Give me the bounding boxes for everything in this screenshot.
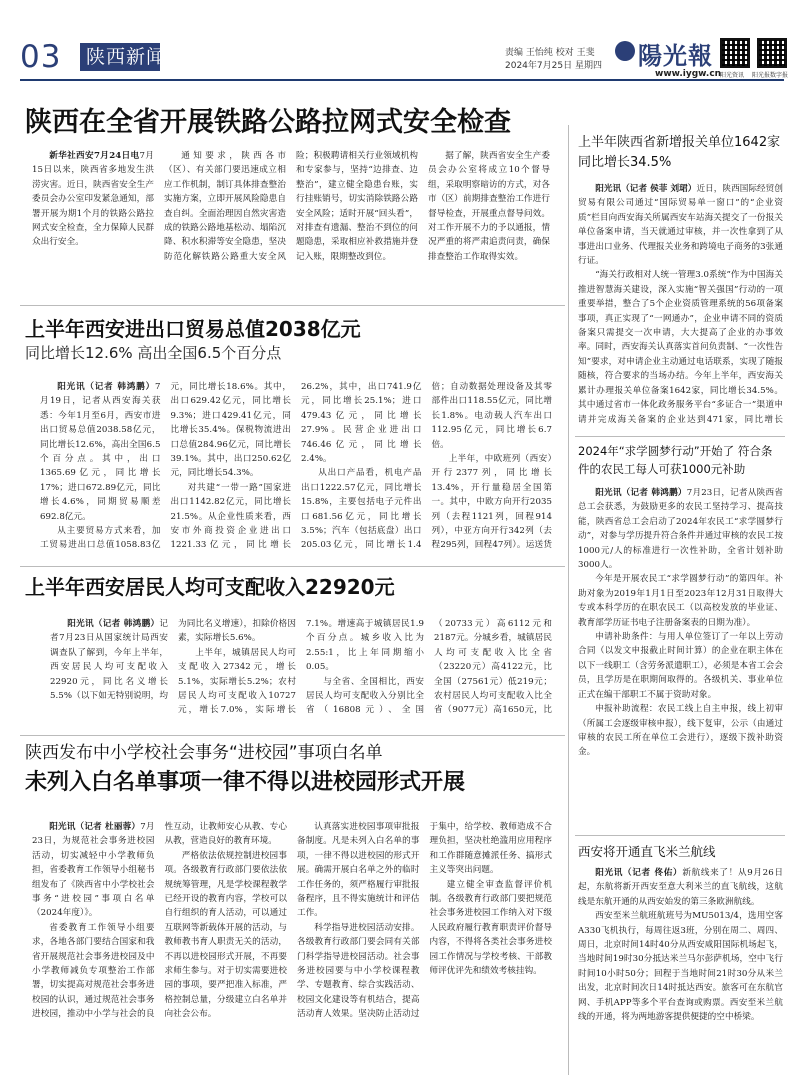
divider — [20, 305, 565, 306]
date-line: 2024年7月25日 星期四 — [505, 61, 602, 71]
sidebar1-para: “海关行政相对人统一管理3.0系统”作为中国海关推进智慧海关建设，深入实施“智关强国”行动的一项重要举措，整合了5个企业资质管理系统的56项备案事项，真正实现了“一网通办”，企业申请不同的资质备案只需提交一次申请，大大提高了企业的办事效率。同时，西安海关认真落实首问负责制、“一次性告知”要求，对申请企业主动通过电话联系，实现了随报随核，符合要求的当场办结。今年上半年，西安海关累计办理报关单位备案1642家，同比增长34.5%。其中通过省市一体化政务服务平台“多证合一”渠道申请并完成海关备案的企业达到471家，同比增长 — [578, 270, 783, 425]
logo-text: 陽光報 — [638, 41, 713, 70]
sidebar2-dateline: 阳光讯（记者 韩鸿鹏） — [595, 488, 687, 498]
article2-dateline: 阳光讯（记者 韩鸿鹏） — [57, 382, 155, 392]
article2-subtitle: 同比增长12.6% 高出全国6.5个百分点 — [25, 344, 282, 362]
sidebar1-body: 阳光讯（记者 侯菲 刘珺）近日，陕西国际经贸创贸易有限公司通过“国际贸易单一窗口”的“企业资质”栏目向西安海关所属西安车站海关提交了一份报关单位备案申请，当天就通过审核，并一次性拿到了从事进出口业务、代理报关业务和跨境电子商务的3张通行证。 “海关行政相对人统一管理3.0系统”作为中国海关推进智慧海关建设，深入实施“智关强国”行动的一项重要举措，整合了5个企业资质管理系统的56项备案事项，真正实现了“一网通办”，企业申请不同的资质备案只需提交一次申请，大大提高了企业的办事效率。同时，西安海关认真落实首问负责制、“一次性告知”要求，对申请企业主动通过电话联系，实现了随报随核，符合要求的当场办结。今年上半年，西安海关累计办理报关单位备案1642家，同比增长34.5%。其中通过省市一体化政务服务平台“多证合一”渠道申请并完成海关备案的企业达到471家，同比增长 — [578, 182, 783, 430]
sidebar2-para: 申请补助条件：与用人单位签订了一年以上劳动合同（以发文申报截止时间计算）的企业在职主体在以下一线职工（含劳务派遣职工），必须是本省工会会员，且学历是在职期间取得的。各级机关、事业单位正式在编干部职工不属于资助对象。 — [578, 632, 783, 700]
article2-para: 从出口产品看，机电产品出口1222.57亿元，同比增长15.8%，主要包括电子元件出口681.56亿元，同比增长3.5%；汽车（包括底盘）出口205.03亿元，同比增长1.4倍；自动数据处理设备及其零部件出口118.55亿元，同比增长1.8%。电动载人汽车出口112.95亿元，同比增长6.7倍。 — [301, 382, 552, 551]
header-rule — [20, 79, 784, 81]
article1-title: 陕西在全省开展铁路公路拉网式安全检查 — [25, 107, 511, 138]
article2-body: 阳光讯（记者 韩鸿鹏）7月19日，记者从西安海关获悉：今年1月至6月，西安市进出口贸易总值2038.58亿元，同比增长12.6%，高出全国6.5个百分点。其中，出口1365.69亿元，同比增长17%；进口672.89亿元，同比增长4.6%，同期贸易顺差692.8亿元。 从主要贸易方式来看，加工贸易进出口总值1058.83亿元，同比增长18.6%。其中，出口629.42亿元，同比增长9.3%；进口429.41亿元，同比增长35.4%。保税物流进出口总值284.96亿元，同比增长39.1%。其中，出口250.62亿元，同比增长54.3%。 对共建“一带一路”国家进出口1142.82亿元，同比增长21.5%。从企业性质来看，西安市外商投资企业进出口1221.33亿元，同比增长26.2%，其中，出口741.9亿元，同比增长25.1%；进口479.43亿元，同比增长27.9%。民营企业进出口746.46亿元，同比增长2.4%。 从出口产品看，机电产品出口1222.57亿元，同比增长15.8%，主要包括电子元件出口681.56亿元，同比增长3.5%；汽车（包括底盘）出口205.03亿元，同比增长1.4倍；自动数据处理设备及其零部件出口118.55亿元，同比增长1.8%。电动载人汽车出口112.95亿元，同比增长6.7倍。 上半年，中欧班列（西安）开行2377列，同比增长13.4%，开行量稳居全国第一。其中，中欧方向开行2035列（去程1121列，回程914列），中亚方向开行342列（去程295列，回程47列）。运送货 — [40, 380, 552, 560]
article3-title: 上半年西安居民人均可支配收入22920元 — [25, 575, 395, 599]
sidebar1-title: 上半年陕西省新增报关单位1642家 同比增长34.5% — [578, 135, 781, 170]
divider — [20, 566, 565, 567]
article1-para: 通知要求，陕西各市（区）、有关部门要迅速成立相应工作机制，制订具体排查整治实施方案，立即开展风险隐患自查自纠。全面治理因自然灾害造成的铁路公路地基松动、塌陷沉降、积水积滞等安全隐患，坚决防范化解铁路公路重大安全风险；积极聘请相关行业领域机构和专家参与，坚持“边排查、边整治”，建立健全隐患台账，实行挂账销号，切实消除铁路公路安全风险；适时开展“回头看”，对排查有遗漏、整治不到位的问题隐患，采取相应补救措施并登记入账，限期整改到位。 — [164, 151, 418, 262]
article2-para: 对共建“一带一路”国家进出口1142.82亿元，同比增长21.5%。从企业性质来看，西安市外商投资企业进出口1221.33亿元，同比增长26.2%，其中，出口741.9亿元，同比增长25.1%；进口479.43亿元，同比增长27.9%。民营企业进出口746.46亿元，同比增长2.4%。 — [170, 382, 422, 551]
logo-emblem — [615, 41, 635, 61]
article4-para: 建立健全审查监督评价机制。各级教育行政部门要把规范社会事务进校园工作纳入对下级人民政府履行教育职责评价督导内容，不得将各类社会事务进校园工作情况与学校考核、干部教师评优评先和绩效考核挂钩。 — [429, 879, 552, 977]
page-number: 03 — [20, 39, 62, 75]
sidebar2-title: 2024年“求学圆梦行动”开始了 符合条件的农民工每人可获1000元补助 — [578, 444, 773, 476]
article3-para: 上半年，城镇居民人均可支配收入27342元，增长5.1%，实际增长5.2%；农村居民人均可支配收入10727元，增长7.0%，实际增长7.1%。增速高于城镇居民1.9个百分点。城乡收入比为2.55:1，比上年同期缩小0.05。 — [178, 619, 424, 716]
section-title: 陕西新闻 — [86, 46, 167, 68]
editors-line: 责编 王怡纯 校对 王斐 — [505, 48, 595, 58]
article2-para: 上半年，中欧班列（西安）开行2377列，同比增长13.4%，开行量稳居全国第一。其中，中欧方向开行2035列（去程1121列，回程914列），中亚方向开行342列（去程295列，回程47列）。运送货 — [431, 454, 552, 551]
article3-para: 与全省、全国相比，西安居民人均可支配收入分别比全省（16808元）、全国（20733元）高6112元和2187元。分城乡看，城镇居民人均可支配收入比全省（23220元）高4122元，比全国（27561元）低219元；农村居民人均可支配收入比全省（9077元）高1650元，比 — [306, 619, 552, 716]
article3-body: 阳光讯（记者 韩鸿鹏）记者7月23日从国家统计局西安调查队了解到，今年上半年，西安居民人均可支配收入22920元，同比名义增长5.5%（以下如无特别说明，均为同比名义增速），扣除价格因素，实际增长5.6%。 上半年，城镇居民人均可支配收入27342元，增长5.1%，实际增长5.2%；农村居民人均可支配收入10727元，增长7.0%，实际增长7.1%。增速高于城镇居民1.9个百分点。城乡收入比为2.55:1，比上年同期缩小0.05。 与全省、全国相比，西安居民人均可支配收入分别比全省（16808元）、全国（20733元）高6112元和2187元。分城乡看，城镇居民人均可支配收入比全省（23220元）高4122元，比全国（27561元）低219元；农村居民人均可支配收入比全省（9077元）高1650元，比 — [50, 617, 552, 729]
sidebar1-dateline: 阳光讯（记者 侯菲 刘珺） — [595, 184, 697, 194]
sidebar3-title: 西安将开通直飞米兰航线 — [578, 844, 716, 859]
article4-para: 省委教育工作领导小组要求，各地各部门要结合国家和我省开展规范社会事务进校园及中小学教师减负专项整治工作部署，切实提高对规范社会事务进校园的认识，通过规范社会事务进校园，推动中小学与社会的良性互动，让教师安心从教、专心从教，营造良好的教育环境。 — [32, 822, 287, 1020]
sidebar-divider — [568, 125, 569, 1075]
qr-code-epaper — [757, 38, 787, 68]
qr1-label: 阳光资讯 — [720, 72, 745, 79]
article3-dateline: 阳光讯（记者 韩鸿鹏） — [67, 619, 160, 629]
sidebar2-para: 申报补助流程：农民工线上自主申报，线上初审（所属工会逐级审核申报），线下复审，公示（由通过审核的农民工所在单位工会进行），逐级下拨补助资金。 — [578, 704, 783, 758]
article1-para: 据了解，陕西省安全生产委员会办公室将成立10个督导组，采取明察暗访的方式，对各市（区）前期排查整治工作进行督导检查，开展重点督导问效。对工作开展不力的予以通报，情况严重的将严肃追责问责，确保排查整治工作取得实效。 — [428, 151, 550, 262]
divider — [575, 436, 785, 437]
article4-para: 科学指导进校园活动安排。各级教育行政部门要会同有关部门科学指导进校园活动。社会事务进校园要与中小学校课程教学、专题教育、综合实践活动、校园文化建设等有机结合，提高活动育人效果。坚决防止活动过于集中，给学校、教师造成不合理负担，坚决杜绝滥用应用程序和工作群随意摊派任务、搞形式主义等突出问题。 — [297, 822, 552, 1020]
sidebar2-para: 今年是开展农民工“求学圆梦行动”的第四年。补助对象为2019年1月1日至2023年12月31日取得大专或本科学历的在职农民工（以高校发放的毕业证、教育部学历证书电子注册备案表的日期为准）。 — [578, 574, 783, 628]
sidebar3-dateline: 阳光讯（记者 佟佑） — [595, 868, 683, 878]
divider — [20, 735, 565, 736]
sidebar3-body: 阳光讯（记者 佟佑）新航线来了！从9月26日起，东航将新开西安至意大利米兰的直飞航线，这航线是东航开通的从西安始发的第三条欧洲航线。 西安至米兰航班航班号为MU5013/4，选用空客A330飞机执行，每周往返3班，分别在周二、周四、周日，北京时间14时40分从西安咸阳国际机场起飞，当地时间19时30分抵达米兰马尔彭萨机场，空中飞行时间10小时50分；回程于当地时间21时30分从米兰出发，北京时间次日14时抵达西安。旅客可在东航官网、手机APP等多个平台查询或购票。西安至米兰航线的开通，将为两地游客提供便捷的空中桥梁。 — [578, 866, 783, 1076]
sidebar2-body: 阳光讯（记者 韩鸿鹏）7月23日，记者从陕西省总工会获悉，为鼓励更多的农民工坚持学习、提高技能，陕西省总工会启动了2024年农民工“求学圆梦行动”，对参与学历提升符合条件并通过审核的农民工按1000元/人的标准进行一次性补助，全省计划补助3000人。 今年是开展农民工“求学圆梦行动”的第四年。补助对象为2019年1月1日至2023年12月31日取得大专或本科学历的在职农民工（以高校发放的毕业证、教育部学历证书电子注册备案表的日期为准）。 申请补助条件：与用人单位签订了一年以上劳动合同（以发文申报截止时间计算）的企业在职主体在以下一线职工（含劳务派遣职工），必须是本省工会会员，且学历是在职期间取得的。各级机关、事业单位正式在编干部职工不属于资助对象。 申报补助流程：农民工线上自主申报，线上初审（所属工会逐级审核申报），线下复审，公示（由通过审核的农民工所在单位工会进行），逐级下拨补助资金。 — [578, 486, 783, 830]
article2-title: 上半年西安进出口贸易总值2038亿元 — [25, 317, 361, 341]
article4-para: 认真落实进校园事项审批报备制度。凡是未列入白名单的事项，一律不得以进校园的形式开展。确需开展白名单之外的临时工作任务的，须严格履行审批报备程序，且不得实施统计和评估工作。 — [297, 822, 420, 919]
article4-body: 阳光讯（记者 杜丽蓉）7月23日，为规范社会事务进校园活动，切实减轻中小学教师负担，省委教育工作领导小组秘书组发布了《陕西省中小学校社会事务“进校园”事项白名单（2024年度）》。 省委教育工作领导小组要求，各地各部门要结合国家和我省开展规范社会事务进校园及中小学教师减负专项整治工作部署，切实提高对规范社会事务进校园的认识，通过规范社会事务进校园，推动中小学与社会的良性互动，让教师安心从教、专心从教，营造良好的教育环境。 严格依法依规控制进校园事项。各级教育行政部门要依法依规统筹管理，凡是学校课程教学已经开设的教育内容，学校可以自行组织的育人活动，可以通过互联网等新载体开展的活动，与教师教书育人职责无关的活动，不再以进校园形式开展，不再要求师生参与。对于切实需要进校园的事项，要严把准入标准，严格控制总量，分级建立白名单并向社会公布。 认真落实进校园事项审批报备制度。凡是未列入白名单的事项，一律不得以进校园的形式开展。确需开展白名单之外的临时工作任务的，须严格履行审批报备程序，且不得实施统计和评估工作。 科学指导进校园活动安排。各级教育行政部门要会同有关部门科学指导进校园活动。社会事务进校园要与中小学校课程教学、专题教育、综合实践活动、校园文化建设等有机结合，提高活动育人效果。坚决防止活动过于集中，给学校、教师造成不合理负担，坚决杜绝滥用应用程序和工作群随意摊派任务、搞形式主义等突出问题。 建立健全审查监督评价机制。各级教育行政部门要把规范社会事务进校园工作纳入对下级人民政府履行教育职责评价督导内容，不得将各类社会事务进校园工作情况与学校考核、干部教师评优评先和绩效考核挂钩。 — [32, 820, 552, 1076]
sidebar3-para: 西安至米兰航班航班号为MU5013/4，选用空客A330飞机执行，每周往返3班，分别在周二、周四、周日，北京时间14时40分从西安咸阳国际机场起飞，当地时间19时30分抵达米兰马尔彭萨机场，空中飞行时间10小时50分；回程于当地时间21时30分从米兰出发，北京时间次日14时抵达西安。旅客可在东航官网、手机APP等多个平台查询或购票。西安至米兰航线的开通，将为两地游客提供便捷的空中桥梁。 — [578, 911, 783, 1023]
article2-para: 从主要贸易方式来看，加工贸易进出口总值1058.83亿元，同比增长18.6%。其中，出口629.42亿元，同比增长9.3%；进口429.41亿元，同比增长35.4%。保税物流进出口总值284.96亿元，同比增长39.1%。其中，出口250.62亿元，同比增长54.3%。 — [40, 382, 291, 551]
article4-kicker: 陕西发布中小学校社会事务“进校园”事项白名单 — [25, 743, 383, 763]
article1-dateline: 新华社西安7月24日电 — [49, 151, 140, 161]
article4-dateline: 阳光讯（记者 杜丽蓉） — [49, 822, 141, 832]
qr2-label: 阳光报数字报 — [752, 72, 789, 79]
article1-body: 新华社西安7月24日电7月15日以来，陕西省多地发生洪涝灾害。近日，陕西省安全生产委员会办公室印发紧急通知，部署开展为期1个月的铁路公路拉网式安全检查，全力保障人民群众出行安全。 通知要求，陕西各市（区）、有关部门要迅速成立相应工作机制，制订具体排查整治实施方案，立即开展风险隐患自查自纠。全面治理因自然灾害造成的铁路公路地基松动、塌陷沉降、积水积滞等安全隐患，坚决防范化解铁路公路重大安全风险；积极聘请相关行业领域机构和专家参与，坚持“边排查、边整治”，建立健全隐患台账，实行挂账销号，切实消除铁路公路安全风险；适时开展“回头看”，对排查有遗漏、整治不到位的问题隐患，采取相应补救措施并登记入账，限期整改到位。 据了解，陕西省安全生产委员会办公室将成立10个督导组，采取明察暗访的方式，对各市（区）前期排查整治工作进行督导检查，开展重点督导问效。对工作开展不力的予以通报，情况严重的将严肃追责问责，确保排查整治工作取得实效。 — [32, 149, 550, 293]
divider — [575, 835, 785, 836]
article4-para: 严格依法依规控制进校园事项。各级教育行政部门要依法依规统筹管理，凡是学校课程教学已经开设的教育内容，学校可以自行组织的育人活动，可以通过互联网等新载体开展的活动，与教师教书育人职责无关的活动，不再以进校园形式开展，不再要求师生参与。对于切实需要进校园的事项，要严把准入标准，严格控制总量，分级建立白名单并向社会公布。 — [164, 850, 287, 1020]
qr-code-news — [720, 38, 750, 68]
article4-title: 未列入白名单事项一律不得以进校园形式开展 — [25, 770, 466, 795]
website: www.iygw.cn — [655, 69, 722, 79]
